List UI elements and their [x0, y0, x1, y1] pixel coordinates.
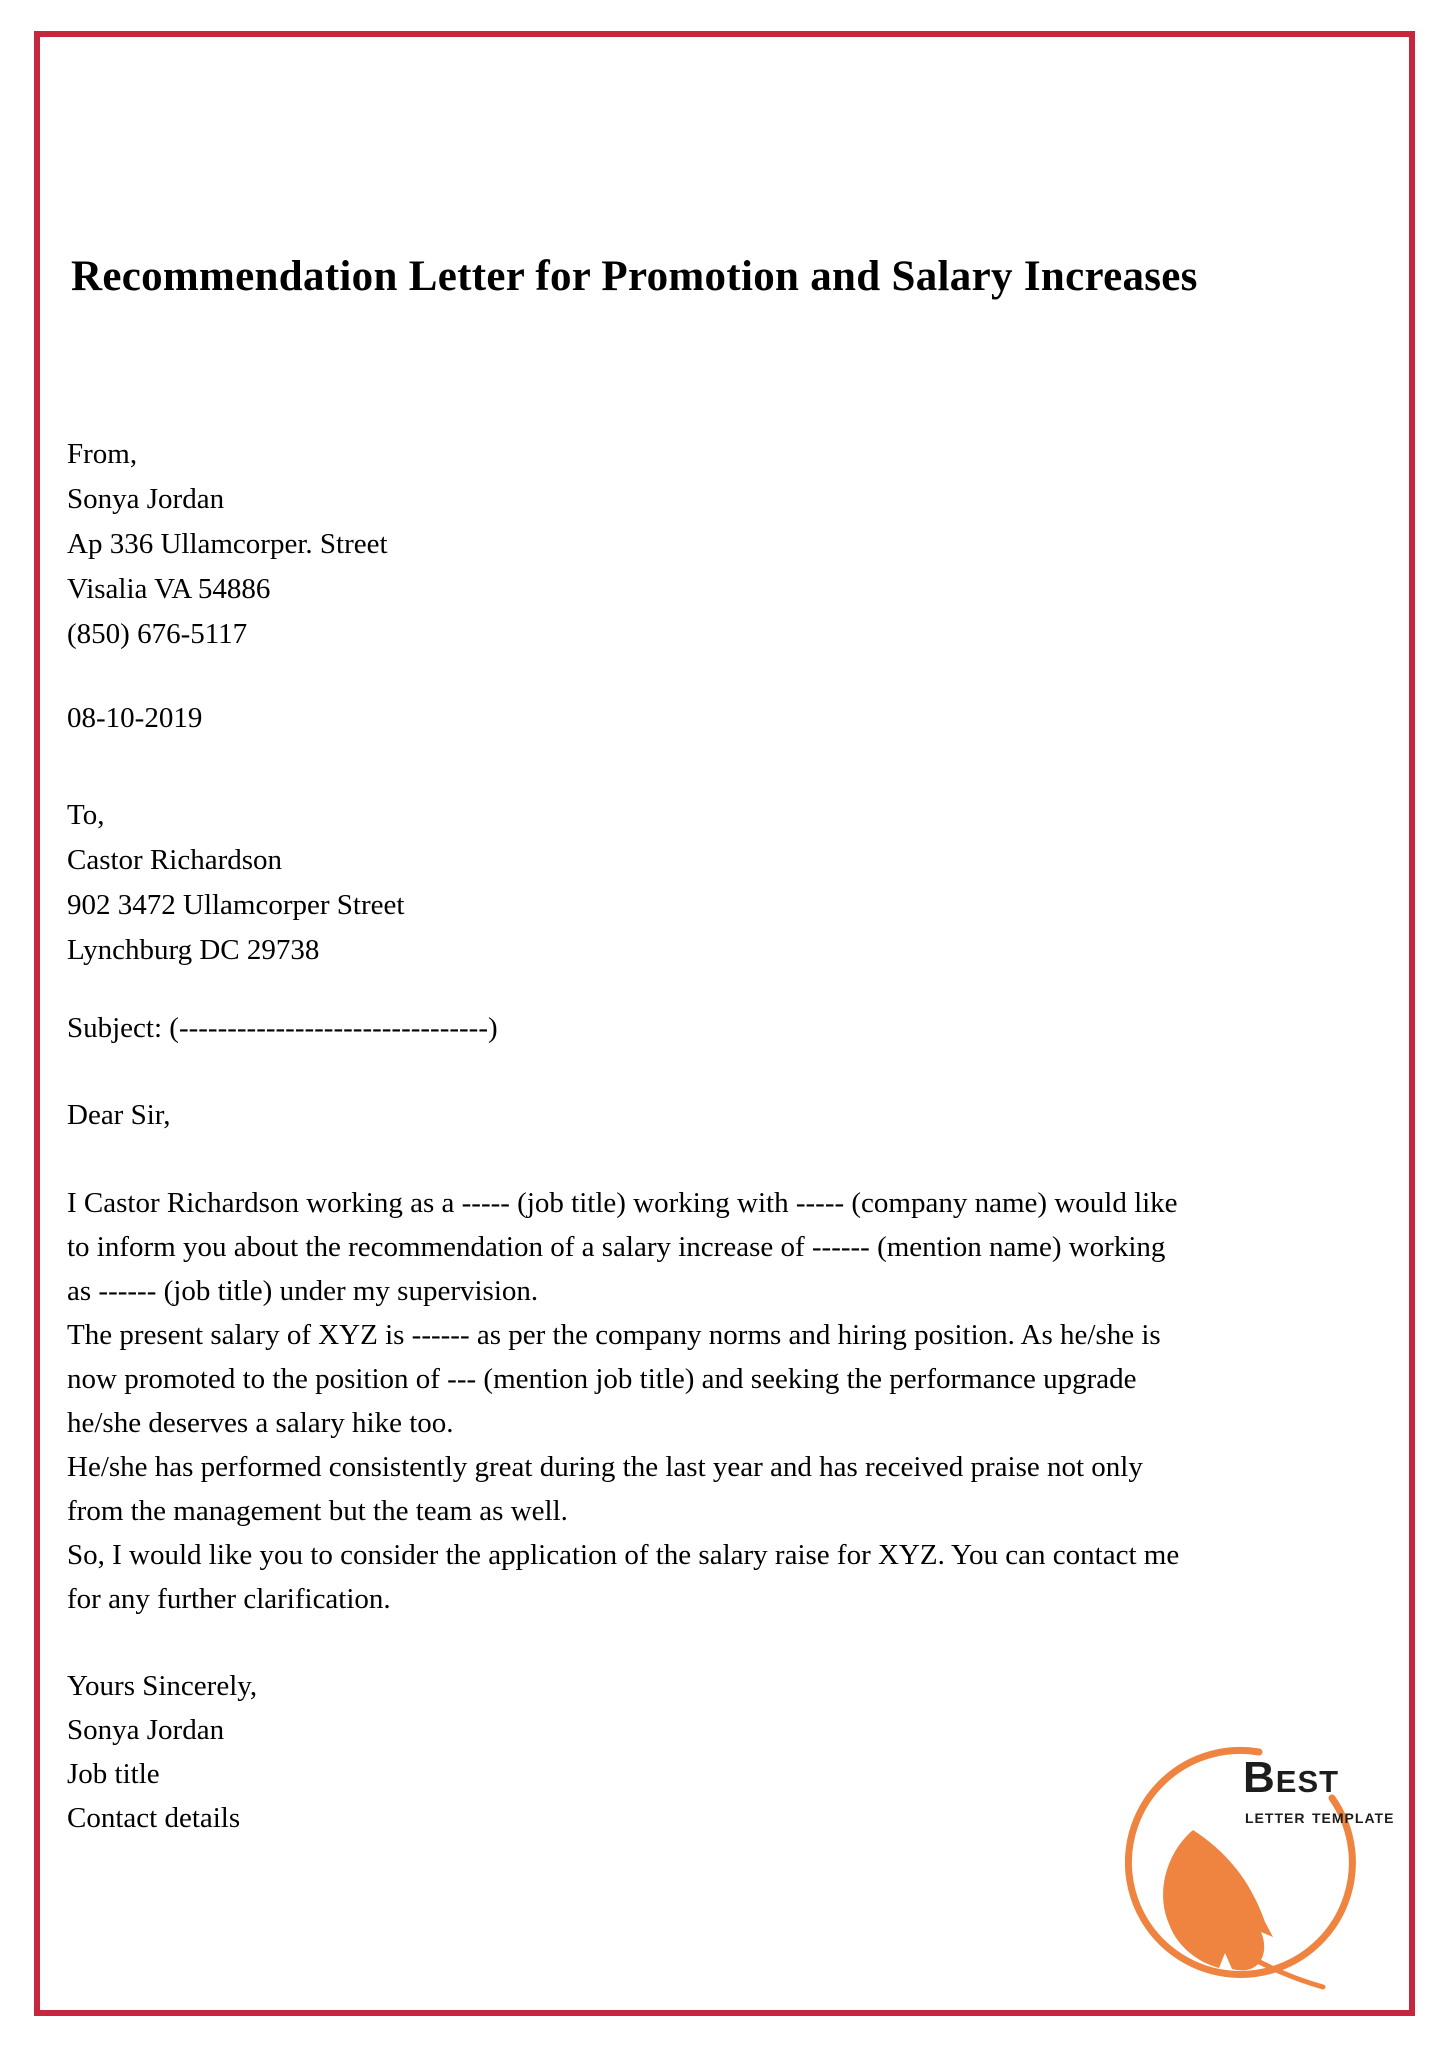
page-title: Recommendation Letter for Promotion and Salary Increases — [71, 253, 1198, 300]
subject-block — [67, 1006, 498, 1051]
to-block — [67, 793, 404, 973]
signature-name: Sonya Jordan — [67, 1714, 225, 1746]
signature-job-title: Job title — [67, 1758, 160, 1790]
body-line: So, I would like you to consider the application of the salary raise for XYZ. You can contact me — [67, 1539, 1180, 1571]
sender-name: Sonya Jordan — [67, 483, 225, 515]
recipient-name: Castor Richardson — [67, 844, 283, 876]
sender-phone: (850) 676-5117 — [67, 618, 248, 650]
from-label: From, — [67, 438, 138, 470]
to-label: To, — [67, 799, 105, 831]
date-block — [67, 696, 202, 741]
recipient-street: 902 3472 Ullamcorper Street — [67, 889, 405, 921]
letter-date: 08-10-2019 — [67, 702, 203, 734]
body-line: for any further clarification. — [67, 1583, 391, 1615]
body-line: He/she has performed consistently great during the last year and has received praise not only — [67, 1451, 1143, 1483]
subject-line: Subject: (--------------------------------) — [67, 1012, 498, 1044]
logo-tagline: letter template — [1245, 1806, 1395, 1828]
body-line: I Castor Richardson working as a ----- (job title) working with ----- (company name) would like — [67, 1187, 1178, 1219]
body-line: he/she deserves a salary hike too. — [67, 1407, 454, 1439]
logo-brand-name: Best — [1243, 1753, 1340, 1802]
closing-phrase: Yours Sincerely, — [67, 1670, 258, 1702]
sender-city: Visalia VA 54886 — [67, 573, 271, 605]
body-line: from the management but the team as well. — [67, 1495, 568, 1527]
body-line: to inform you about the recommendation of a salary increase of ------ (mention name) working — [67, 1231, 1166, 1263]
closing-block — [67, 1664, 257, 1840]
sender-street: Ap 336 Ullamcorper. Street — [67, 528, 388, 560]
best-letter-template-logo — [1125, 1740, 1410, 2008]
signature-contact: Contact details — [67, 1802, 241, 1834]
recipient-city: Lynchburg DC 29738 — [67, 934, 320, 966]
letter-body — [67, 1181, 1179, 1621]
body-line: The present salary of XYZ is ------ as per the company norms and hiring position. As he/she is — [67, 1319, 1161, 1351]
from-block — [67, 432, 388, 657]
body-line: now promoted to the position of --- (mention job title) and seeking the performance upgrade — [67, 1363, 1137, 1395]
body-line: as ------ (job title) under my supervision. — [67, 1275, 539, 1307]
salutation-block — [67, 1093, 171, 1138]
salutation: Dear Sir, — [67, 1099, 171, 1131]
